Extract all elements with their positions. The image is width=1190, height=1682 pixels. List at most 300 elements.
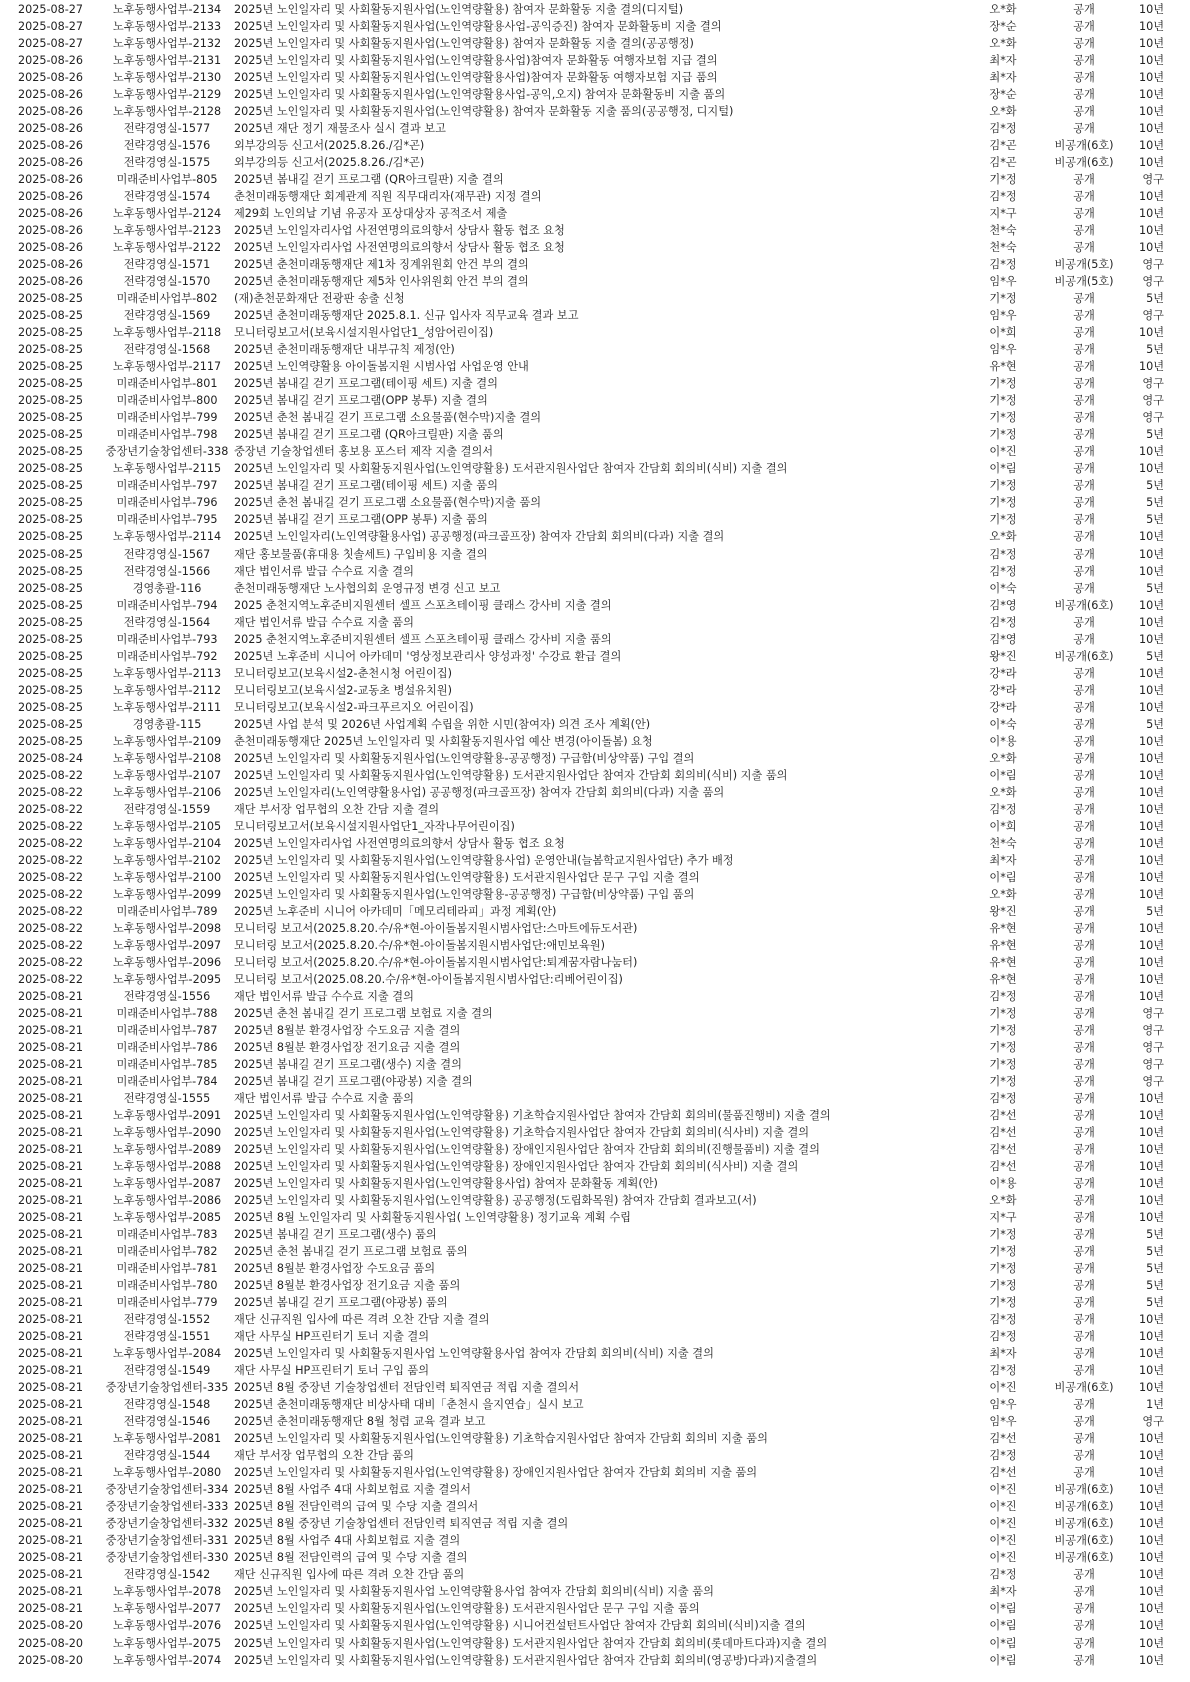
record-author: 기*정 bbox=[989, 1245, 1017, 1259]
record-author: 기*정 bbox=[989, 1057, 1017, 1071]
table-row bbox=[0, 1617, 1190, 1634]
record-retention-period: 5년 bbox=[1146, 479, 1164, 493]
record-doc-number: 노후동행사업부-2117 bbox=[112, 360, 222, 374]
record-retention-period: 영구 bbox=[1142, 1023, 1164, 1037]
record-retention-period: 10년 bbox=[1138, 564, 1164, 578]
table-row bbox=[0, 358, 1190, 375]
record-doc-number: 노후동행사업부-2085 bbox=[112, 1211, 222, 1225]
record-author: 이*림 bbox=[989, 1619, 1017, 1633]
record-title: 2025년 노인일자리 및 사회활동지원사업(노인역량활용) 도서관지원사업단 문구 구입 지출 결의 bbox=[234, 870, 700, 884]
record-retention-period: 10년 bbox=[1138, 1551, 1164, 1565]
record-doc-number: 전략경영실-1551 bbox=[123, 1330, 211, 1344]
record-disclosure-status: 공개 bbox=[1073, 1177, 1095, 1191]
record-title: 2025년 8월분 환경사업장 전기요금 지출 결의 bbox=[234, 1040, 461, 1054]
record-retention-period: 10년 bbox=[1138, 37, 1164, 51]
record-date: 2025-08-27 bbox=[18, 37, 84, 51]
table-row bbox=[0, 971, 1190, 988]
record-doc-number: 노후동행사업부-2123 bbox=[112, 224, 222, 238]
record-title: 2025년 노인일자리 및 사회활동지원사업(노인역량활용사업) 운영안내(늘봄학교지원사업단) 추가 배정 bbox=[234, 853, 734, 867]
record-date: 2025-08-21 bbox=[18, 1483, 84, 1497]
table-row bbox=[0, 1635, 1190, 1652]
record-doc-number: 전략경영실-1575 bbox=[123, 156, 211, 170]
table-row bbox=[0, 631, 1190, 648]
record-author: 기*정 bbox=[989, 1023, 1017, 1037]
record-date: 2025-08-21 bbox=[18, 1585, 84, 1599]
record-disclosure-status: 공개 bbox=[1073, 1398, 1095, 1412]
record-date: 2025-08-25 bbox=[18, 632, 84, 646]
record-doc-number: 노후동행사업부-2098 bbox=[112, 921, 222, 935]
record-author: 최*자 bbox=[989, 1585, 1017, 1599]
record-doc-number: 노후동행사업부-2078 bbox=[112, 1585, 222, 1599]
record-doc-number: 노후동행사업부-2084 bbox=[112, 1347, 222, 1361]
table-row bbox=[0, 852, 1190, 869]
table-row bbox=[0, 1532, 1190, 1549]
record-author: 이*용 bbox=[989, 1177, 1017, 1191]
record-doc-number: 미래준비사업부-787 bbox=[116, 1023, 218, 1037]
record-date: 2025-08-21 bbox=[18, 1006, 84, 1020]
record-date: 2025-08-21 bbox=[18, 1177, 84, 1191]
record-date: 2025-08-25 bbox=[18, 377, 84, 391]
record-date: 2025-08-21 bbox=[18, 1415, 84, 1429]
record-date: 2025-08-21 bbox=[18, 989, 84, 1003]
records-table bbox=[0, 1, 1190, 1669]
table-row bbox=[0, 1549, 1190, 1566]
record-retention-period: 10년 bbox=[1138, 1466, 1164, 1480]
record-retention-period: 영구 bbox=[1142, 275, 1164, 289]
record-date: 2025-08-21 bbox=[18, 1517, 84, 1531]
record-doc-number: 노후동행사업부-2081 bbox=[112, 1432, 222, 1446]
record-doc-number: 전략경영실-1556 bbox=[123, 989, 211, 1003]
record-retention-period: 10년 bbox=[1138, 1381, 1164, 1395]
record-date: 2025-08-20 bbox=[18, 1653, 84, 1667]
record-retention-period: 10년 bbox=[1138, 1126, 1164, 1140]
record-disclosure-status: 비공개(5호) bbox=[1054, 258, 1114, 272]
record-retention-period: 10년 bbox=[1138, 921, 1164, 935]
record-title: 2025년 8월분 환경사업장 전기요금 지출 품의 bbox=[234, 1279, 461, 1293]
record-retention-period: 10년 bbox=[1138, 989, 1164, 1003]
record-disclosure-status: 공개 bbox=[1073, 683, 1095, 697]
table-row bbox=[0, 1039, 1190, 1056]
record-retention-period: 5년 bbox=[1146, 1228, 1164, 1242]
record-doc-number: 노후동행사업부-2118 bbox=[112, 326, 222, 340]
record-author: 강*라 bbox=[989, 700, 1017, 714]
record-author: 이*진 bbox=[989, 445, 1017, 459]
record-date: 2025-08-22 bbox=[18, 870, 84, 884]
record-date: 2025-08-21 bbox=[18, 1092, 84, 1105]
table-row bbox=[0, 392, 1190, 409]
record-disclosure-status: 공개 bbox=[1073, 921, 1095, 935]
record-doc-number: 미래준비사업부-797 bbox=[116, 479, 218, 493]
record-author: 김*정 bbox=[989, 1313, 1017, 1327]
record-title: 2025년 춘천미래동행재단 8월 청렴 교육 결과 보고 bbox=[234, 1415, 486, 1429]
record-doc-number: 노후동행사업부-2074 bbox=[112, 1653, 222, 1667]
record-retention-period: 10년 bbox=[1138, 632, 1164, 646]
record-disclosure-status: 공개 bbox=[1073, 224, 1095, 238]
record-author: 김*선 bbox=[989, 1109, 1017, 1123]
record-doc-number: 중장년기술창업센터-332 bbox=[105, 1517, 229, 1531]
record-doc-number: 미래준비사업부-802 bbox=[116, 292, 218, 306]
record-title: 모니터링보고서(보육시설지원사업단1_성암어린이집) bbox=[234, 326, 494, 340]
table-row bbox=[0, 1311, 1190, 1328]
record-disclosure-status: 공개 bbox=[1073, 1415, 1095, 1429]
record-disclosure-status: 비공개(6호) bbox=[1054, 1517, 1114, 1531]
record-disclosure-status: 공개 bbox=[1073, 530, 1095, 544]
record-author: 기*정 bbox=[989, 1279, 1017, 1293]
record-author: 기*정 bbox=[989, 1074, 1017, 1088]
record-date: 2025-08-25 bbox=[18, 496, 84, 510]
record-disclosure-status: 공개 bbox=[1073, 326, 1095, 340]
record-retention-period: 10년 bbox=[1138, 1500, 1164, 1514]
record-title: 2025년 노인일자리 및 사회활동지원사업(노인역량활용) 기초학습지원사업단 참여자 간담회 회의비 지출 품의 bbox=[234, 1432, 768, 1446]
record-doc-number: 노후동행사업부-2109 bbox=[112, 734, 222, 748]
record-doc-number: 미래준비사업부-793 bbox=[116, 632, 218, 646]
table-row bbox=[0, 1209, 1190, 1226]
record-date: 2025-08-22 bbox=[18, 938, 84, 952]
record-date: 2025-08-21 bbox=[18, 1023, 84, 1037]
record-doc-number: 노후동행사업부-2107 bbox=[112, 768, 222, 782]
record-retention-period: 10년 bbox=[1138, 615, 1164, 629]
record-title: 2025년 춘천미래동행재단 제5차 인사위원회 안건 부의 결의 bbox=[234, 275, 529, 289]
record-disclosure-status: 공개 bbox=[1073, 564, 1095, 578]
record-title: 2025년 노인일자리 및 사회활동지원사업(노인역량활용) 기초학습지원사업단 참여자 간담회 회의비(물품진행비) 지출 결의 bbox=[234, 1109, 831, 1123]
record-title: 2025년 춘천미래동행재단 2025.8.1. 신규 입사자 직무교육 결과 보고 bbox=[234, 309, 579, 323]
record-disclosure-status: 공개 bbox=[1073, 1364, 1095, 1378]
record-author: 오*화 bbox=[989, 37, 1017, 51]
table-row bbox=[0, 767, 1190, 784]
record-title: 2025년 노인일자리 및 사회활동지원사업(노인역량활용사업-공익증진) 참여자 문화활동비 지출 결의 bbox=[234, 20, 722, 34]
record-title: 2025년 춘천미래동행재단 내부규칙 제정(안) bbox=[234, 343, 455, 357]
record-disclosure-status: 비공개(6호) bbox=[1054, 649, 1114, 663]
table-row bbox=[0, 205, 1190, 222]
record-doc-number: 미래준비사업부-792 bbox=[116, 649, 218, 663]
record-title: 2025년 노인일자리 및 사회활동지원사업(노인역량활용-공공행정) 구급함(비상약품) 구입 결의 bbox=[234, 751, 695, 765]
record-date: 2025-08-26 bbox=[18, 105, 84, 119]
record-disclosure-status: 비공개(6호) bbox=[1054, 1534, 1114, 1548]
record-disclosure-status: 공개 bbox=[1073, 1057, 1095, 1071]
record-disclosure-status: 공개 bbox=[1073, 1126, 1095, 1140]
record-disclosure-status: 공개 bbox=[1073, 462, 1095, 476]
record-author: 기*정 bbox=[989, 394, 1017, 408]
record-disclosure-status: 공개 bbox=[1073, 1636, 1095, 1650]
record-author: 오*화 bbox=[989, 105, 1017, 119]
record-disclosure-status: 공개 bbox=[1073, 207, 1095, 221]
table-row bbox=[0, 818, 1190, 835]
record-doc-number: 노후동행사업부-2091 bbox=[112, 1109, 222, 1123]
record-retention-period: 5년 bbox=[1146, 513, 1164, 527]
record-title: 모니터링보고(보육시설2-춘천시청 어린이집) bbox=[234, 666, 452, 680]
record-doc-number: 노후동행사업부-2096 bbox=[112, 955, 222, 969]
record-retention-period: 10년 bbox=[1138, 785, 1164, 799]
table-row bbox=[0, 273, 1190, 290]
record-author: 오*화 bbox=[989, 785, 1017, 799]
record-date: 2025-08-22 bbox=[18, 819, 84, 833]
record-date: 2025-08-26 bbox=[18, 275, 84, 289]
record-author: 기*정 bbox=[989, 1040, 1017, 1054]
record-author: 김*정 bbox=[989, 1092, 1017, 1105]
table-row bbox=[0, 1158, 1190, 1175]
record-disclosure-status: 공개 bbox=[1073, 547, 1095, 561]
record-title: 2025년 노인역량활용 아이돌봄지원 시범사업 사업운영 안내 bbox=[234, 360, 529, 374]
record-retention-period: 10년 bbox=[1138, 819, 1164, 833]
record-disclosure-status: 공개 bbox=[1073, 1160, 1095, 1174]
record-date: 2025-08-21 bbox=[18, 1313, 84, 1327]
table-row bbox=[0, 1175, 1190, 1192]
record-title: 재단 법인서류 발급 수수료 지출 결의 bbox=[234, 989, 414, 1003]
record-title: 춘천미래동행재단 노사협의회 운영규정 변경 신고 보고 bbox=[234, 581, 501, 595]
record-date: 2025-08-22 bbox=[18, 887, 84, 901]
table-row bbox=[0, 86, 1190, 103]
record-retention-period: 10년 bbox=[1138, 955, 1164, 969]
record-retention-period: 10년 bbox=[1138, 1636, 1164, 1650]
record-date: 2025-08-22 bbox=[18, 921, 84, 935]
table-row bbox=[0, 1260, 1190, 1277]
record-retention-period: 10년 bbox=[1138, 1160, 1164, 1174]
record-author: 기*정 bbox=[989, 1262, 1017, 1276]
record-disclosure-status: 공개 bbox=[1073, 479, 1095, 493]
record-author: 천*숙 bbox=[989, 241, 1017, 255]
record-doc-number: 전략경영실-1566 bbox=[123, 564, 211, 578]
record-author: 천*숙 bbox=[989, 836, 1017, 850]
record-retention-period: 1년 bbox=[1146, 1398, 1164, 1412]
record-title: 2025년 사업 분석 및 2026년 사업계획 수립을 위한 시민(참여자) 의견 조사 계획(안) bbox=[234, 717, 651, 731]
record-disclosure-status: 비공개(6호) bbox=[1054, 156, 1114, 170]
record-disclosure-status: 공개 bbox=[1073, 802, 1095, 816]
record-disclosure-status: 공개 bbox=[1073, 785, 1095, 799]
record-disclosure-status: 비공개(6호) bbox=[1054, 1551, 1114, 1565]
record-author: 김*정 bbox=[989, 1568, 1017, 1582]
table-row bbox=[0, 835, 1190, 852]
record-doc-number: 노후동행사업부-2099 bbox=[112, 887, 222, 901]
record-doc-number: 노후동행사업부-2077 bbox=[112, 1602, 222, 1616]
record-doc-number: 전략경영실-1576 bbox=[123, 139, 211, 153]
record-author: 천*숙 bbox=[989, 224, 1017, 238]
table-row bbox=[0, 120, 1190, 137]
table-row bbox=[0, 580, 1190, 597]
record-date: 2025-08-26 bbox=[18, 241, 84, 255]
record-disclosure-status: 비공개(6호) bbox=[1054, 1483, 1114, 1497]
record-title: 재단 사무실 HP프린터기 토너 구입 품의 bbox=[234, 1364, 430, 1378]
record-author: 김*정 bbox=[989, 122, 1017, 136]
record-disclosure-status: 비공개(6호) bbox=[1054, 1500, 1114, 1514]
record-author: 김*선 bbox=[989, 1432, 1017, 1446]
record-title: 2025년 노인일자리 및 사회활동지원사업(노인역량활용-공공행정) 구급함(비상약품) 구입 품의 bbox=[234, 887, 695, 901]
record-date: 2025-08-26 bbox=[18, 190, 84, 204]
record-date: 2025-08-21 bbox=[18, 1449, 84, 1463]
table-row bbox=[0, 324, 1190, 341]
record-retention-period: 영구 bbox=[1142, 1006, 1164, 1020]
record-date: 2025-08-21 bbox=[18, 1194, 84, 1208]
record-disclosure-status: 공개 bbox=[1073, 1466, 1095, 1480]
table-row bbox=[0, 1107, 1190, 1124]
record-disclosure-status: 공개 bbox=[1073, 1245, 1095, 1259]
record-disclosure-status: 공개 bbox=[1073, 1619, 1095, 1633]
record-date: 2025-08-21 bbox=[18, 1364, 84, 1378]
record-title: 2025년 노인일자리 및 사회활동지원사업(노인역량활용) 참여자 문화활동 지출 결의(디지털) bbox=[234, 3, 684, 16]
record-retention-period: 10년 bbox=[1138, 1194, 1164, 1208]
record-title: 2025년 노인일자리사업 사전연명의료의향서 상담사 활동 협조 요청 bbox=[234, 836, 565, 850]
record-disclosure-status: 공개 bbox=[1073, 1449, 1095, 1463]
table-row bbox=[0, 597, 1190, 614]
record-author: 지*구 bbox=[989, 207, 1017, 221]
record-doc-number: 전략경영실-1577 bbox=[123, 122, 211, 136]
table-row bbox=[0, 1022, 1190, 1039]
record-disclosure-status: 공개 bbox=[1073, 615, 1095, 629]
record-author: 이*용 bbox=[989, 734, 1017, 748]
record-retention-period: 10년 bbox=[1138, 972, 1164, 986]
record-retention-period: 영구 bbox=[1142, 173, 1164, 187]
record-doc-number: 노후동행사업부-2087 bbox=[112, 1177, 222, 1191]
table-row bbox=[0, 716, 1190, 733]
record-date: 2025-08-27 bbox=[18, 3, 84, 16]
table-row bbox=[0, 1379, 1190, 1396]
record-author: 기*정 bbox=[989, 479, 1017, 493]
table-row bbox=[0, 35, 1190, 52]
table-row bbox=[0, 426, 1190, 443]
record-author: 김*정 bbox=[989, 547, 1017, 561]
table-row bbox=[0, 784, 1190, 801]
record-title: 2025년 춘천 봄내길 걷기 프로그램 소요물품(현수막)지출 결의 bbox=[234, 411, 542, 425]
record-doc-number: 노후동행사업부-2131 bbox=[112, 54, 222, 68]
record-date: 2025-08-21 bbox=[18, 1040, 84, 1054]
record-doc-number: 미래준비사업부-801 bbox=[116, 377, 218, 391]
record-doc-number: 노후동행사업부-2112 bbox=[112, 683, 222, 697]
record-retention-period: 10년 bbox=[1138, 1347, 1164, 1361]
table-row bbox=[0, 52, 1190, 69]
record-date: 2025-08-26 bbox=[18, 173, 84, 187]
table-row bbox=[0, 886, 1190, 903]
record-doc-number: 노후동행사업부-2133 bbox=[112, 20, 222, 34]
record-disclosure-status: 비공개(6호) bbox=[1054, 598, 1114, 612]
table-row bbox=[0, 1566, 1190, 1583]
record-date: 2025-08-21 bbox=[18, 1602, 84, 1616]
record-date: 2025-08-21 bbox=[18, 1143, 84, 1157]
record-disclosure-status: 공개 bbox=[1073, 1279, 1095, 1293]
record-retention-period: 10년 bbox=[1138, 1177, 1164, 1191]
record-retention-period: 10년 bbox=[1138, 734, 1164, 748]
record-title: 2025년 재단 정기 재물조사 실시 결과 보고 bbox=[234, 122, 446, 136]
record-title: 모니터링보고서(보육시설지원사업단1_자작나무어린이집) bbox=[234, 819, 515, 833]
record-title: 모니터링 보고서(2025.8.20.수/유*현-아이돌봄지원시범사업단:애민보육원) bbox=[234, 938, 605, 952]
record-retention-period: 5년 bbox=[1146, 292, 1164, 306]
record-doc-number: 중장년기술창업센터-335 bbox=[105, 1381, 229, 1395]
record-author: 오*화 bbox=[989, 887, 1017, 901]
record-date: 2025-08-21 bbox=[18, 1279, 84, 1293]
record-retention-period: 5년 bbox=[1146, 428, 1164, 442]
record-retention-period: 10년 bbox=[1138, 547, 1164, 561]
record-author: 최*자 bbox=[989, 54, 1017, 68]
record-doc-number: 전략경영실-1542 bbox=[123, 1568, 211, 1582]
record-retention-period: 10년 bbox=[1138, 71, 1164, 85]
record-title: 재단 법인서류 발급 수수료 지출 품의 bbox=[234, 1092, 414, 1105]
record-date: 2025-08-21 bbox=[18, 1057, 84, 1071]
record-doc-number: 미래준비사업부-795 bbox=[116, 513, 218, 527]
record-doc-number: 경영총괄-115 bbox=[132, 717, 202, 731]
record-date: 2025-08-25 bbox=[18, 326, 84, 340]
record-disclosure-status: 공개 bbox=[1073, 836, 1095, 850]
record-author: 이*림 bbox=[989, 1653, 1017, 1667]
table-row bbox=[0, 1430, 1190, 1447]
record-date: 2025-08-25 bbox=[18, 649, 84, 663]
record-date: 2025-08-24 bbox=[18, 751, 84, 765]
table-row bbox=[0, 1413, 1190, 1430]
record-author: 김*선 bbox=[989, 1126, 1017, 1140]
record-retention-period: 10년 bbox=[1138, 1517, 1164, 1531]
record-doc-number: 전략경영실-1555 bbox=[123, 1092, 211, 1105]
table-row bbox=[0, 988, 1190, 1005]
record-doc-number: 노후동행사업부-2115 bbox=[112, 462, 222, 476]
record-date: 2025-08-25 bbox=[18, 343, 84, 357]
record-retention-period: 10년 bbox=[1138, 20, 1164, 34]
record-date: 2025-08-22 bbox=[18, 904, 84, 918]
record-title: 2025년 노인일자리 및 사회활동지원사업(노인역량활용) 도서관지원사업단 참여자 간담회 회의비(식비) 지출 품의 bbox=[234, 768, 788, 782]
record-author: 이*진 bbox=[989, 1517, 1017, 1531]
table-row bbox=[0, 222, 1190, 239]
record-author: 기*정 bbox=[989, 292, 1017, 306]
record-author: 김*정 bbox=[989, 1364, 1017, 1378]
table-row bbox=[0, 733, 1190, 750]
record-retention-period: 5년 bbox=[1146, 1296, 1164, 1310]
record-disclosure-status: 공개 bbox=[1073, 938, 1095, 952]
record-doc-number: 미래준비사업부-800 bbox=[116, 394, 218, 408]
table-row bbox=[0, 528, 1190, 545]
record-retention-period: 10년 bbox=[1138, 1619, 1164, 1633]
record-title: 2025년 8월 전담인력의 급여 및 수당 지출 결의 bbox=[234, 1551, 468, 1565]
record-date: 2025-08-22 bbox=[18, 853, 84, 867]
record-disclosure-status: 공개 bbox=[1073, 377, 1095, 391]
record-date: 2025-08-21 bbox=[18, 1211, 84, 1225]
record-disclosure-status: 공개 bbox=[1073, 1040, 1095, 1054]
record-date: 2025-08-26 bbox=[18, 54, 84, 68]
record-doc-number: 전략경영실-1571 bbox=[123, 258, 211, 272]
record-doc-number: 중장년기술창업센터-334 bbox=[105, 1483, 229, 1497]
record-title: 모니터링 보고서(2025.08.20.수/유*현-아이돌봄지원시범사업단:리베어린이집) bbox=[234, 972, 623, 986]
record-title: 재단 법인서류 발급 수수료 지출 품의 bbox=[234, 615, 414, 629]
table-row bbox=[0, 1192, 1190, 1209]
record-doc-number: 노후동행사업부-2129 bbox=[112, 88, 222, 102]
record-disclosure-status: 공개 bbox=[1073, 1023, 1095, 1037]
record-date: 2025-08-25 bbox=[18, 734, 84, 748]
table-row bbox=[0, 648, 1190, 665]
record-disclosure-status: 공개 bbox=[1073, 496, 1095, 510]
table-row bbox=[0, 920, 1190, 937]
record-retention-period: 영구 bbox=[1142, 411, 1164, 425]
record-title: 모니터링보고(보육시설2-파크푸르지오 어린이집) bbox=[234, 700, 474, 714]
record-title: 2025년 노인일자리(노인역량활용사업) 공공행정(파크골프장) 참여자 간담회 회의비(다과) 지출 품의 bbox=[234, 785, 725, 799]
record-author: 김*선 bbox=[989, 1466, 1017, 1480]
record-author: 이*림 bbox=[989, 1602, 1017, 1616]
record-title: 2025년 봄내길 걷기 프로그램(OPP 봉투) 지출 결의 bbox=[234, 394, 488, 408]
record-disclosure-status: 공개 bbox=[1073, 428, 1095, 442]
record-author: 김*정 bbox=[989, 802, 1017, 816]
record-date: 2025-08-21 bbox=[18, 1381, 84, 1395]
record-title: 2025년 봄내길 걷기 프로그램 (QR아크릴판) 지출 결의 bbox=[234, 173, 504, 187]
record-doc-number: 노후동행사업부-2095 bbox=[112, 972, 222, 986]
record-author: 유*현 bbox=[989, 921, 1017, 935]
record-author: 최*자 bbox=[989, 853, 1017, 867]
record-retention-period: 10년 bbox=[1138, 1109, 1164, 1123]
record-title: 2025년 노인일자리 및 사회활동지원사업(노인역량활용) 도서관지원사업단 참여자 간담회 회의비(식비) 지출 결의 bbox=[234, 462, 788, 476]
record-author: 오*화 bbox=[989, 530, 1017, 544]
table-row bbox=[0, 1073, 1190, 1090]
record-disclosure-status: 공개 bbox=[1073, 394, 1095, 408]
record-disclosure-status: 공개 bbox=[1073, 1092, 1095, 1105]
record-date: 2025-08-21 bbox=[18, 1500, 84, 1514]
record-title: 모니터링 보고서(2025.8.20.수/유*현-아이돌봄지원시범사업단:퇴계꿈자람나눔터) bbox=[234, 955, 638, 969]
record-title: 외부강의등 신고서(2025.8.26./김*곤) bbox=[234, 156, 425, 170]
record-title: 2025년 8월 중장년 기술창업센터 전담인력 퇴직연금 적립 지출 결의서 bbox=[234, 1381, 580, 1395]
record-disclosure-status: 공개 bbox=[1073, 768, 1095, 782]
record-author: 유*현 bbox=[989, 360, 1017, 374]
